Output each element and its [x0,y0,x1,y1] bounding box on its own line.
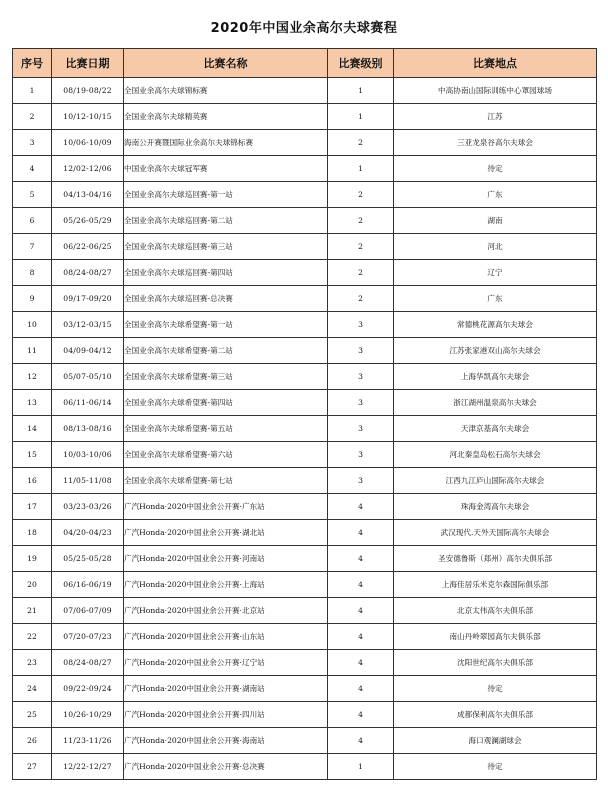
table-row [13,130,597,156]
table-row [13,702,597,728]
match-date-cell: 08/13-08/16 [52,416,124,442]
row-number-cell: 12 [13,364,52,390]
match-name-cell: 广汽Honda·2020中国业余公开赛·河南站 [124,546,328,572]
match-venue-cell: 待定 [394,676,597,702]
match-level-cell: 4 [328,702,394,728]
match-name-cell: 全国业余高尔夫球希望赛-第三站 [124,364,328,390]
match-venue-cell: 广东 [394,286,597,312]
row-number-cell: 19 [13,546,52,572]
match-level-cell: 1 [328,78,394,104]
table-row [13,338,597,364]
match-name-cell: 广汽Honda·2020中国业余公开赛·北京站 [124,598,328,624]
match-level-cell: 4 [328,572,394,598]
table-row [13,260,597,286]
match-venue-cell: 上海华凯高尔夫球会 [394,364,597,390]
match-name-cell: 广汽Honda·2020中国业余公开赛·湖南站 [124,676,328,702]
match-level-cell: 4 [328,676,394,702]
match-date-cell: 05/25-05/28 [52,546,124,572]
row-number-cell: 1 [13,78,52,104]
match-venue-cell: 圣安德鲁斯（郑州）高尔夫俱乐部 [394,546,597,572]
match-date-cell: 05/26-05/29 [52,208,124,234]
match-venue-cell: 常德桃花源高尔夫球会 [394,312,597,338]
page-title: 2020年中国业余高尔夫球赛程 [210,21,398,36]
row-number-cell: 14 [13,416,52,442]
match-date-cell: 03/23-03/26 [52,494,124,520]
table-row [13,520,597,546]
table-row [13,650,597,676]
table-row [13,598,597,624]
match-date-cell: 04/09-04/12 [52,338,124,364]
match-venue-cell: 北京太伟高尔夫俱乐部 [394,598,597,624]
table-row [13,208,597,234]
table-row [13,364,597,390]
match-level-cell: 4 [328,494,394,520]
match-level-cell: 4 [328,624,394,650]
match-level-cell: 3 [328,364,394,390]
match-level-cell: 2 [328,208,394,234]
match-venue-cell: 成都保利高尔夫俱乐部 [394,702,597,728]
row-number-cell: 9 [13,286,52,312]
match-venue-cell: 待定 [394,754,597,780]
row-number-cell: 23 [13,650,52,676]
table-row [13,468,597,494]
row-number-cell: 25 [13,702,52,728]
match-name-cell: 中国业余高尔夫球冠军赛 [124,156,328,182]
row-number-cell: 5 [13,182,52,208]
match-level-cell: 3 [328,442,394,468]
table-row [13,754,597,780]
match-venue-cell: 南山丹岭翠园高尔夫俱乐部 [394,624,597,650]
match-level-cell: 4 [328,520,394,546]
match-level-cell: 2 [328,286,394,312]
row-number-cell: 20 [13,572,52,598]
match-name-cell: 全国业余高尔夫球巡回赛-第二站 [124,208,328,234]
row-number-cell: 15 [13,442,52,468]
match-venue-cell: 辽宁 [394,260,597,286]
match-date-cell: 06/16-06/19 [52,572,124,598]
match-level-cell: 4 [328,728,394,754]
match-date-cell: 11/05-11/08 [52,468,124,494]
match-venue-cell: 三亚龙泉谷高尔夫球会 [394,130,597,156]
table-row [13,442,597,468]
match-date-cell: 06/11-06/14 [52,390,124,416]
match-venue-cell: 海口观澜湖球会 [394,728,597,754]
match-name-cell: 广汽Honda·2020中国业余公开赛·上海站 [124,572,328,598]
match-date-cell: 08/24-08/27 [52,260,124,286]
row-number-cell: 24 [13,676,52,702]
row-number-cell: 10 [13,312,52,338]
table-row [13,624,597,650]
row-number-cell: 2 [13,104,52,130]
match-date-cell: 12/02-12/06 [52,156,124,182]
match-level-cell: 3 [328,468,394,494]
match-name-cell: 全国业余高尔夫球希望赛-第七站 [124,468,328,494]
match-level-cell: 2 [328,260,394,286]
match-venue-cell: 武汉现代.天外天国际高尔夫球会 [394,520,597,546]
table-row [13,78,597,104]
match-level-cell: 3 [328,338,394,364]
match-venue-cell: 浙江湖州温泉高尔夫球会 [394,390,597,416]
match-name-cell: 全国业余高尔夫球希望赛-第二站 [124,338,328,364]
match-date-cell: 10/03-10/06 [52,442,124,468]
column-header-name: 比赛名称 [124,49,328,78]
row-number-cell: 11 [13,338,52,364]
match-venue-cell: 上海佳居乐米克尔森国际俱乐部 [394,572,597,598]
match-date-cell: 07/06-07/09 [52,598,124,624]
table-row [13,676,597,702]
column-header-level: 比赛级别 [328,49,394,78]
table-row [13,546,597,572]
match-name-cell: 全国业余高尔夫球巡回赛-第四站 [124,260,328,286]
match-name-cell: 全国业余高尔夫球巡回赛-总决赛 [124,286,328,312]
match-name-cell: 海南公开赛暨国际业余高尔夫球锦标赛 [124,130,328,156]
row-number-cell: 21 [13,598,52,624]
row-number-cell: 17 [13,494,52,520]
match-name-cell: 全国业余高尔夫球希望赛-第一站 [124,312,328,338]
match-venue-cell: 待定 [394,156,597,182]
match-date-cell: 10/06-10/09 [52,130,124,156]
match-name-cell: 全国业余高尔夫球精英赛 [124,104,328,130]
row-number-cell: 4 [13,156,52,182]
match-level-cell: 3 [328,390,394,416]
schedule-body [13,78,597,780]
match-name-cell: 广汽Honda·2020中国业余公开赛·海南站 [124,728,328,754]
match-date-cell: 09/17-09/20 [52,286,124,312]
match-venue-cell: 天津京基高尔夫球会 [394,416,597,442]
match-level-cell: 2 [328,130,394,156]
match-date-cell: 08/19-08/22 [52,78,124,104]
table-row [13,416,597,442]
match-level-cell: 4 [328,546,394,572]
match-venue-cell: 中高协南山国际训练中心罩园球场 [394,78,597,104]
match-date-cell: 06/22-06/25 [52,234,124,260]
match-venue-cell: 江苏张家港双山高尔夫球会 [394,338,597,364]
match-level-cell: 1 [328,754,394,780]
row-number-cell: 8 [13,260,52,286]
row-number-cell: 7 [13,234,52,260]
row-number-cell: 27 [13,754,52,780]
table-row [13,234,597,260]
row-number-cell: 26 [13,728,52,754]
table-row [13,286,597,312]
match-venue-cell: 珠海金湾高尔夫球会 [394,494,597,520]
match-level-cell: 2 [328,182,394,208]
row-number-cell: 3 [13,130,52,156]
match-venue-cell: 湖南 [394,208,597,234]
match-date-cell: 10/26-10/29 [52,702,124,728]
match-name-cell: 全国业余高尔夫球希望赛-第四站 [124,390,328,416]
match-level-cell: 4 [328,598,394,624]
match-name-cell: 全国业余高尔夫球锦标赛 [124,78,328,104]
column-header-date: 比赛日期 [52,49,124,78]
match-date-cell: 03/12-03/15 [52,312,124,338]
table-row [13,104,597,130]
match-name-cell: 广汽Honda·2020中国业余公开赛·总决赛 [124,754,328,780]
match-level-cell: 2 [328,234,394,260]
match-venue-cell: 广东 [394,182,597,208]
match-name-cell: 全国业余高尔夫球希望赛-第六站 [124,442,328,468]
match-level-cell: 3 [328,416,394,442]
match-date-cell: 04/20-04/23 [52,520,124,546]
column-header-venue: 比赛地点 [394,49,597,78]
match-name-cell: 广汽Honda·2020中国业余公开赛·山东站 [124,624,328,650]
table-row [13,312,597,338]
match-venue-cell: 沈阳世纪高尔夫俱乐部 [394,650,597,676]
match-date-cell: 11/23-11/26 [52,728,124,754]
match-name-cell: 广汽Honda·2020中国业余公开赛·辽宁站 [124,650,328,676]
match-name-cell: 广汽Honda·2020中国业余公开赛·广东站 [124,494,328,520]
table-row [13,728,597,754]
match-venue-cell: 河北秦皇岛松石高尔夫球会 [394,442,597,468]
match-name-cell: 全国业余高尔夫球巡回赛-第三站 [124,234,328,260]
table-row [13,156,597,182]
table-row [13,390,597,416]
match-level-cell: 1 [328,104,394,130]
row-number-cell: 16 [13,468,52,494]
match-level-cell: 4 [328,650,394,676]
row-number-cell: 18 [13,520,52,546]
match-date-cell: 08/24-08/27 [52,650,124,676]
match-venue-cell: 河北 [394,234,597,260]
match-date-cell: 12/22-12/27 [52,754,124,780]
match-level-cell: 3 [328,312,394,338]
row-number-cell: 13 [13,390,52,416]
match-date-cell: 09/22-09/24 [52,676,124,702]
match-date-cell: 10/12-10/15 [52,104,124,130]
match-venue-cell: 江西九江庐山国际高尔夫球会 [394,468,597,494]
column-header-no: 序号 [13,49,52,78]
match-date-cell: 05/07-05/10 [52,364,124,390]
match-name-cell: 广汽Honda·2020中国业余公开赛·湖北站 [124,520,328,546]
schedule-table [12,48,597,780]
row-number-cell: 22 [13,624,52,650]
match-name-cell: 广汽Honda·2020中国业余公开赛·四川站 [124,702,328,728]
match-date-cell: 07/20-07/23 [52,624,124,650]
match-venue-cell: 江苏 [394,104,597,130]
table-row [13,572,597,598]
row-number-cell: 6 [13,208,52,234]
table-row [13,182,597,208]
match-name-cell: 全国业余高尔夫球希望赛-第五站 [124,416,328,442]
table-row [13,494,597,520]
header-row [13,49,597,78]
match-name-cell: 全国业余高尔夫球巡回赛-第一站 [124,182,328,208]
match-date-cell: 04/13-04/16 [52,182,124,208]
match-level-cell: 1 [328,156,394,182]
